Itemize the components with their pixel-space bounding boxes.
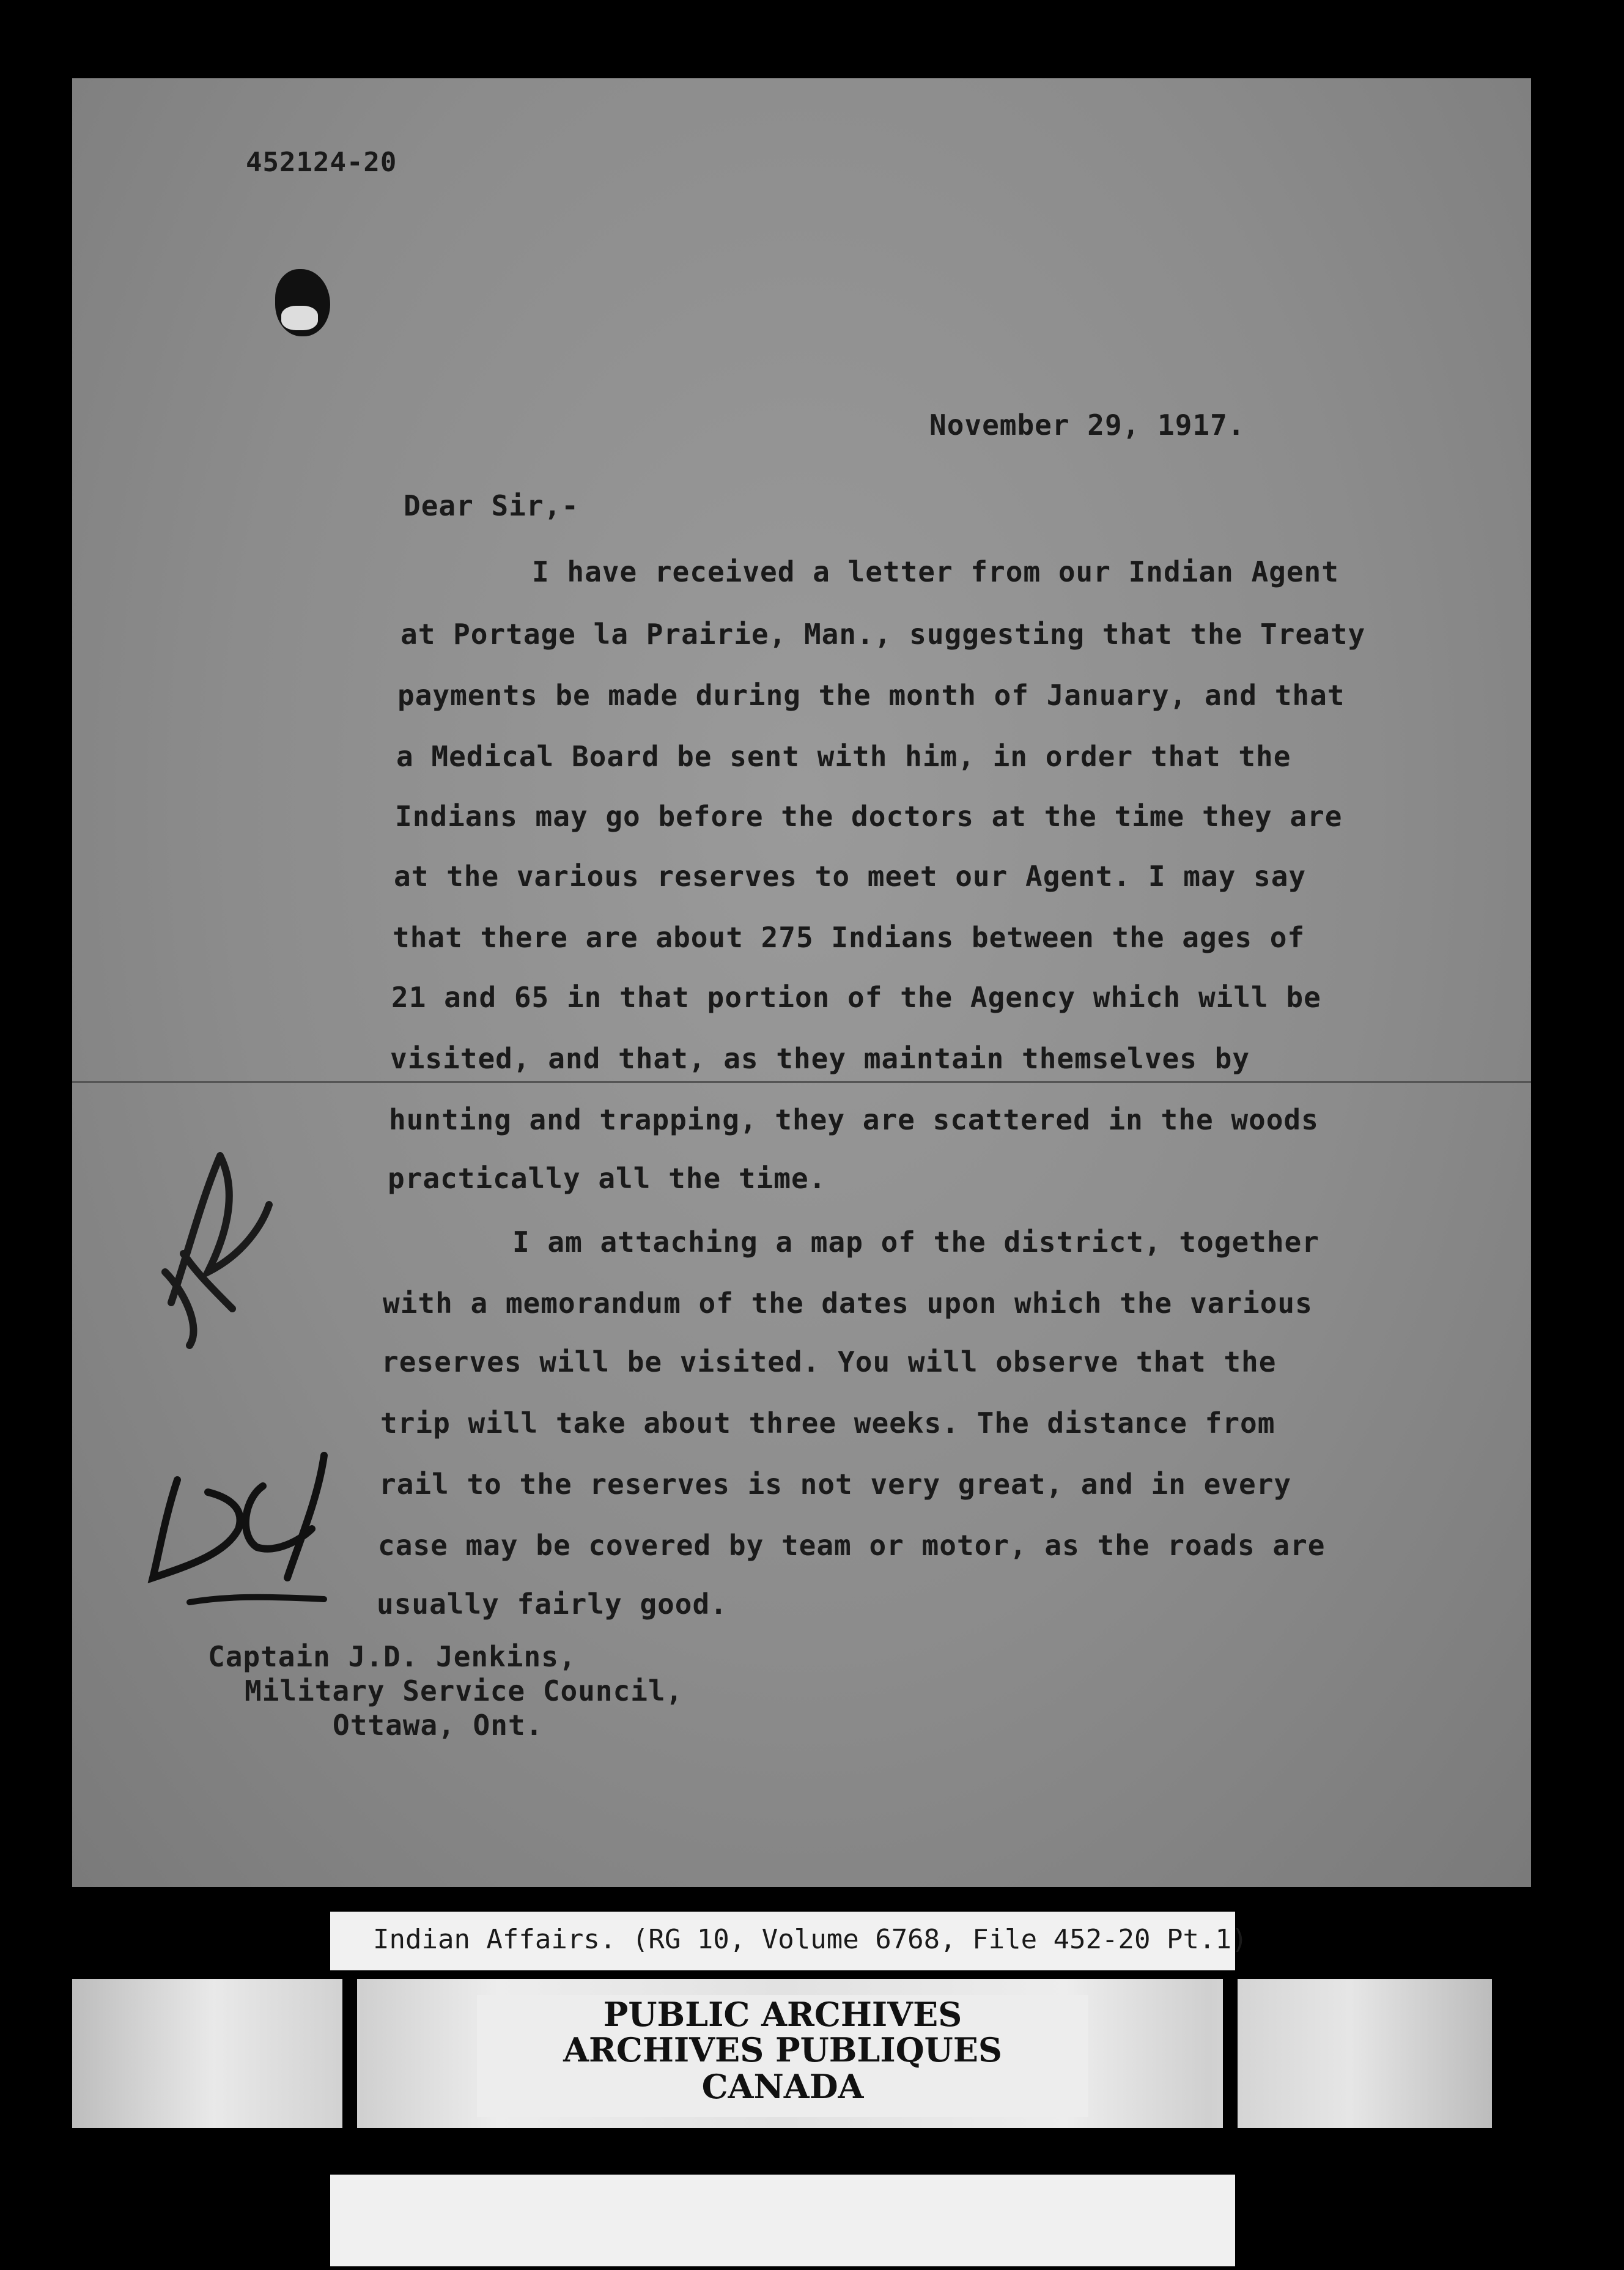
handwritten-initials-signature <box>141 1443 349 1627</box>
stamp-line-2: ARCHIVES PUBLIQUES <box>563 2030 1002 2069</box>
body-line: usually fairly good. <box>377 1588 728 1621</box>
body-line: that there are about 275 Indians between the ages of <box>393 921 1305 954</box>
page-fold-line <box>72 1081 1531 1083</box>
bottom-label-strip <box>330 2175 1235 2266</box>
letter-date: November 29, 1917. <box>929 409 1246 442</box>
punch-hole-mark <box>275 269 330 336</box>
body-line: visited, and that, as they maintain themselves by <box>390 1042 1250 1075</box>
body-line: a Medical Board be sent with him, in order that the <box>396 740 1291 773</box>
archive-caption: Indian Affairs. (RG 10, Volume 6768, File 452-20 Pt.1) <box>373 1924 1248 1955</box>
body-line: practically all the time. <box>388 1162 827 1195</box>
body-line: hunting and trapping, they are scattered in the woods <box>389 1103 1319 1136</box>
body-line: at the various reserves to meet our Agent. I may say <box>394 860 1307 893</box>
body-line: 21 and 65 in that portion of the Agency which will be <box>391 981 1321 1014</box>
file-number: 452124-20 <box>246 147 397 178</box>
body-line: rail to the reserves is not very great, and in every <box>379 1468 1292 1501</box>
recipient-name: Captain J.D. Jenkins, <box>208 1640 577 1673</box>
body-line: Indians may go before the doctors at the time they are <box>395 800 1343 833</box>
band-divider <box>1223 1979 1238 2128</box>
body-line: at Portage la Prairie, Man., suggesting that the Treaty <box>400 618 1366 651</box>
body-line: I am attaching a map of the district, together <box>512 1226 1320 1259</box>
recipient-organization: Military Service Council, <box>245 1674 684 1707</box>
recipient-city: Ottawa, Ont. <box>333 1709 544 1742</box>
body-line: reserves will be visited. You will observe that the <box>382 1345 1277 1378</box>
body-line: payments be made during the month of January, and that <box>397 679 1345 712</box>
band-divider <box>342 1979 357 2128</box>
body-line: I have received a letter from our Indian Agent <box>532 555 1339 588</box>
body-line: trip will take about three weeks. The distance from <box>380 1407 1275 1440</box>
body-line: with a memorandum of the dates upon which the various <box>383 1287 1313 1320</box>
stamp-line-1: PUBLIC ARCHIVES <box>603 1995 962 2034</box>
stamp-line-3: CANADA <box>701 2067 864 2106</box>
handwritten-check-mark <box>147 1150 306 1351</box>
body-line: case may be covered by team or motor, as the roads are <box>378 1529 1326 1562</box>
salutation: Dear Sir,- <box>404 489 579 522</box>
